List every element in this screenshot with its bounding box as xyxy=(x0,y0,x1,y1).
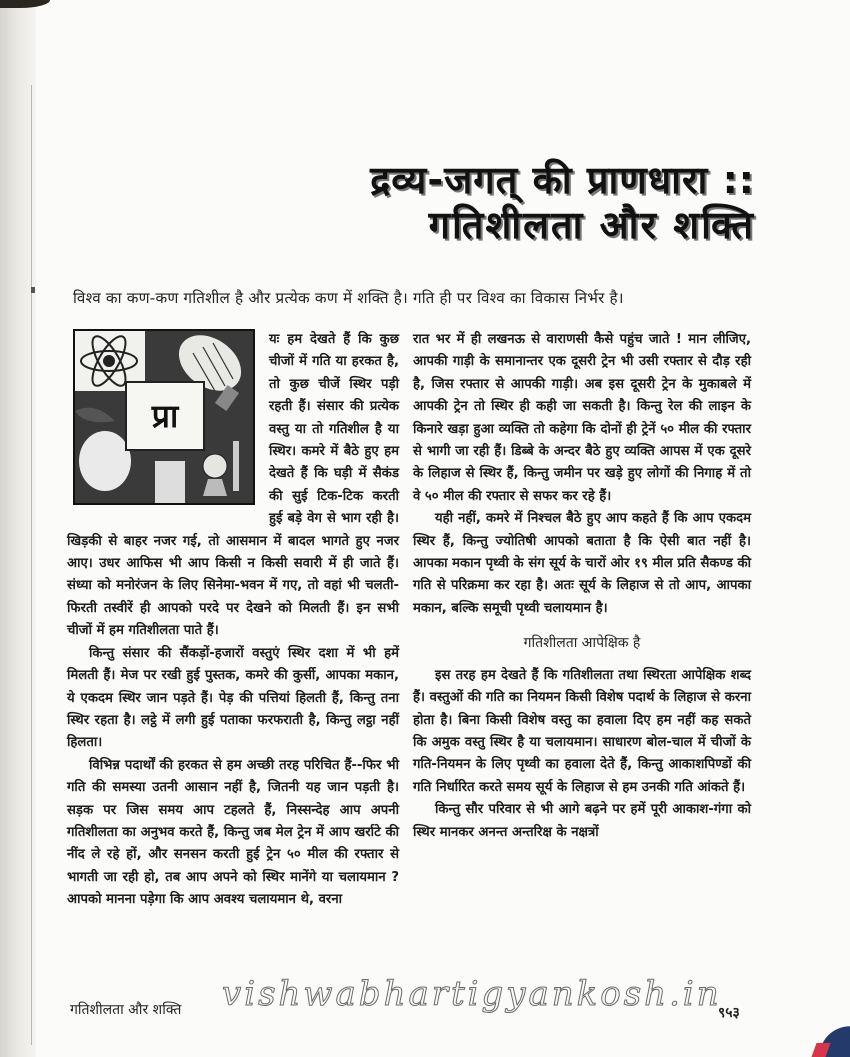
section-heading: गतिशीलता आपेक्षिक है xyxy=(523,635,641,652)
left-column xyxy=(67,329,399,912)
drop-cap: प्रा xyxy=(125,381,205,451)
watermark: vishwabhartigyankosh.in xyxy=(222,974,722,1014)
paragraph: इस तरह हम देखते हैं कि गतिशीलता तथा स्थिरता आपेक्षिक शब्द हैं। वस्तुओं की गति का नियमन किसी विशेष पदार्थ के लिहाज से करना होता है। बिना किसी विशेष वस्तु का हवाला दिए हम नहीं कह सकते कि अमुक वस्तु स्थिर है या चलायमान। साधारण बोल-चाल में चीजों के गति-नियमन के लिए पृथ्वी का हवाला देते हैं, किन्तु आकाशपिण्डों की गति निर्धारित करते समय सूर्य के लिहाज से हम उनकी गति आंकते हैं। xyxy=(413,667,751,795)
page-corner-shadow xyxy=(0,0,50,8)
page-number: ९५३ xyxy=(718,1005,740,1021)
article-title-line-2: गतिशीलता और शक्ति xyxy=(428,202,755,247)
paragraph: किन्तु संसार की सैंकड़ों-हजारों वस्तुएं स्थिर दशा में भी हमें मिलती हैं। मेज पर रखी हुई पुस्तक, कमरे की कुर्सी, आपका मकान, ये एकदम स्थिर जान पड़ते हैं। पेड़ की पत्तियां हिलती हैं, किन्तु तना स्थिर रहता है। लट्ठे में लगी हुई पताका फरफराती है, किन्तु लट्ठा नहीं हिलता। xyxy=(67,645,399,751)
paragraph: किन्तु सौर परिवार से भी आगे बढ़ने पर हमें पूरी आकाश-गंगा को स्थिर मानकर अनन्त अन्तरिक्ष के नक्षत्रों xyxy=(413,802,751,840)
page-gutter-line xyxy=(31,85,32,1045)
article-title-line-1: द्रव्य-जगत् की प्राणधारा :: xyxy=(370,158,755,202)
margin-mark xyxy=(31,287,35,293)
article-subtitle: विश्व का कण-कण गतिशील है और प्रत्येक कण में शक्ति है। गति ही पर विश्व का विकास निर्भर है। xyxy=(73,289,624,307)
paragraph: यही नहीं, कमरे में निश्चल बैठे हुए आप कहते हैं कि आप एकदम स्थिर हैं, किन्तु ज्योतिषी आपको बताता है कि ऐसी बात नहीं है। आपका मकान पृथ्वी के संग सूर्य के चारों ओर १९ मील प्रति सैकण्ड की गति से परिक्रमा कर रहा है। अतः सूर्य के लिहाज से तो आप, आपका मकान, बल्कि समूची पृथ्वी चलायमान है। xyxy=(413,511,751,616)
paragraph: यः हम देखते हैं कि कुछ चीजों में गति या हरकत है, तो कुछ चीजें स्थिर पड़ी रहती हैं। संसार की प्रत्येक वस्तु या तो गतिशील है या स्थिर। कमरे में बैठे हुए हम देखते हैं कि घड़ी में सैकंड की सुई टिक-टिक करती हुई बड़े वेग से भाग रही है। खिड़की से बाहर नजर गई, तो आसमान में बादल भागते हुए नजर आए। उधर आफिस भी आप किसी न किसी सवारी में ही जाते हैं। संध्या को मनोरंजन के लिए सिनेमा-भवन में गए, तो वहां भी चलती-फिरती तस्वीरें ही आपको परदे पर देखने को मिलती हैं। इन सभी चीजों में हम गतिशीलता पाते हैं। xyxy=(67,332,399,639)
paragraph: रात भर में ही लखनऊ से वाराणसी कैसे पहुंच जाते ! मान लीजिए, आपकी गाड़ी के समानान्तर एक दूसरी ट्रेन भी उसी रफ्तार से दौड़ रही है, जिस रफ्तार से आपकी गाड़ी। अब इस दूसरी ट्रेन के मुकाबले में आपकी ट्रेन तो स्थिर ही कही जा सकती है। किन्तु रेल की लाइन के किनारे खड़ा हुआ व्यक्ति तो कहेगा कि दोनों ही ट्रेनें ५० मील की रफ्तार से भागी जा रही हैं। डिब्बे के अन्दर बैठे हुए व्यक्ति आपस में एक दूसरे के लिहाज से स्थिर हैं, किन्तु जमीन पर खड़े हुए लोगों की निगाह में तो वे ५० मील की रफ्तार से सफर कर रहे हैं। xyxy=(413,332,751,504)
right-column xyxy=(413,329,751,844)
running-footer-title: गतिशीलता और शक्ति xyxy=(70,1002,182,1018)
article-title xyxy=(370,158,755,248)
paragraph: विभिन्न पदार्थों की हरकत से हम अच्छी तरह परिचित हैं--फिर भी गति की समस्या उतनी आसान नहीं है, जितनी यह जान पड़ती है। सड़क पर जिस समय आप टहलते हैं, निस्सन्देह आप अपनी गतिशीलता का अनुभव करते हैं, किन्तु जब मेल ट्रेन में आप खर्राटे की नींद ले रहे हों, और सनसन करती हुई ट्रेन ५० मील की रफ्तार से भागती जा रही हो, तब आप अपने को स्थिर मानेंगे या चलायमान ? आपको मानना पड़ेगा कि आप अवश्य चलायमान थे, वरना xyxy=(67,757,399,908)
chapter-illustration xyxy=(73,329,255,505)
